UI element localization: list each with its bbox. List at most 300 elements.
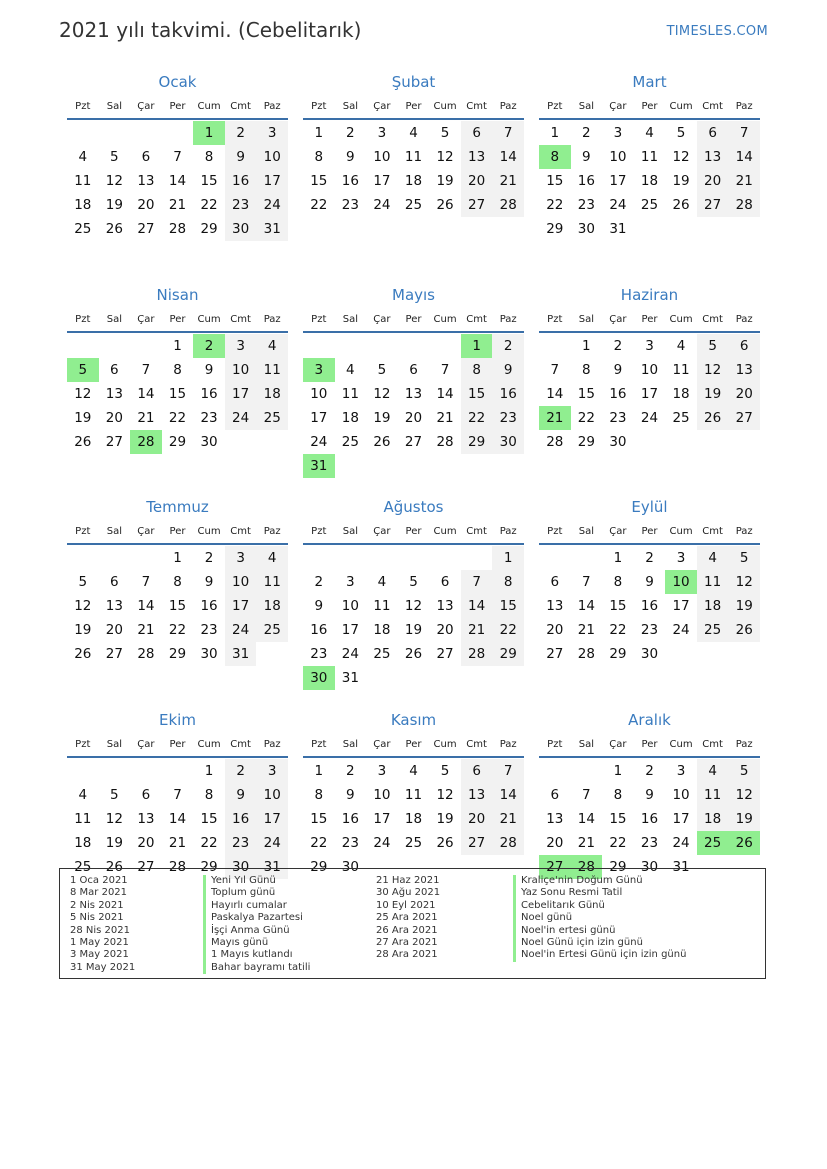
day-cell: 26 (672, 197, 690, 213)
day-cell: 25 (256, 618, 288, 642)
day-cell: 25 (341, 434, 359, 450)
day-cell: 25 (256, 406, 288, 430)
day-cell: 13 (546, 598, 564, 614)
day-cell: 12 (74, 386, 92, 402)
day-cell: 22 (492, 618, 524, 642)
weekday-label: Cmt (702, 101, 723, 112)
day-cell: 23 (341, 197, 359, 213)
weekday-label: Per (641, 101, 658, 112)
day-cell: 31 (672, 859, 690, 875)
weekday-header (67, 96, 288, 120)
weekday-header (539, 734, 760, 758)
day-cell: 7 (492, 121, 524, 145)
day-cell: 16 (310, 622, 328, 638)
weekday-label: Sal (106, 101, 122, 112)
day-cell: 31 (341, 670, 359, 686)
weekday-label: Sal (106, 739, 122, 750)
legend-dates-col-2 (376, 875, 513, 974)
day-cell: 30 (577, 221, 595, 237)
weekday-header (539, 309, 760, 333)
day-cell: 1 (550, 125, 560, 141)
day-cell: 7 (550, 362, 560, 378)
empty-cell (571, 546, 603, 570)
day-cell: 21 (436, 410, 454, 426)
day-cell: 13 (105, 386, 123, 402)
day-cell: 20 (546, 835, 564, 851)
site-link[interactable]: TIMESLES.COM (666, 24, 768, 39)
holiday-day-cell: 21 (539, 406, 571, 430)
day-cell: 7 (173, 149, 182, 165)
day-cell: 5 (676, 125, 686, 141)
day-cell: 12 (436, 787, 454, 803)
day-cell: 6 (141, 149, 151, 165)
day-cell: 18 (404, 811, 423, 827)
weekday-label: Cum (669, 526, 693, 537)
day-cell: 9 (613, 362, 623, 378)
day-cell: 27 (546, 646, 564, 662)
empty-cell (67, 759, 99, 783)
day-cell: 7 (141, 362, 151, 378)
day-cell: 3 (256, 759, 288, 783)
legend-date: 31 May 2021 (70, 961, 136, 973)
day-cell: 7 (461, 570, 493, 594)
legend-date: 28 Ara 2021 (376, 949, 438, 961)
day-cell: 27 (105, 646, 123, 662)
legend-holiday-name: Paskalya Pazartesi (203, 912, 376, 924)
weekday-label: Pzt (547, 314, 563, 325)
weekday-label: Cum (197, 739, 221, 750)
day-cell: 8 (582, 362, 591, 378)
day-cell: 20 (461, 169, 493, 193)
day-cell: 5 (78, 574, 88, 590)
day-cell: 3 (613, 125, 623, 141)
day-cell: 4 (78, 787, 88, 803)
day-cell: 12 (404, 598, 423, 614)
day-cell: 1 (173, 338, 182, 354)
day-cell: 7 (582, 787, 591, 803)
day-cell: 28 (168, 221, 187, 237)
day-cell: 24 (256, 831, 288, 855)
day-cell: 24 (640, 410, 659, 426)
legend-date: 10 Eyl 2021 (376, 899, 436, 911)
month-8 (303, 497, 524, 710)
weekday-label: Cum (433, 314, 457, 325)
day-cell: 18 (672, 386, 690, 402)
day-cell: 5 (440, 125, 450, 141)
legend-date: 8 Mar 2021 (70, 887, 128, 899)
day-cell: 28 (492, 831, 524, 855)
holiday-day-cell: 3 (303, 358, 335, 382)
day-cell: 12 (105, 811, 123, 827)
day-cell: 2 (492, 334, 524, 358)
weekday-label: Sal (578, 739, 594, 750)
weekday-label: Çar (373, 101, 391, 112)
weekday-label: Çar (609, 526, 627, 537)
day-cell: 9 (204, 574, 214, 590)
day-cell: 6 (550, 787, 560, 803)
empty-cell (303, 546, 335, 570)
day-cell: 28 (728, 193, 760, 217)
weekday-label: Sal (342, 314, 358, 325)
empty-cell (162, 759, 194, 783)
day-grid (67, 546, 288, 666)
day-grid (67, 334, 288, 454)
day-cell: 18 (640, 173, 659, 189)
day-cell: 17 (225, 382, 257, 406)
day-cell: 23 (225, 193, 257, 217)
weekday-header (67, 521, 288, 545)
month-6 (539, 285, 760, 497)
day-cell: 26 (697, 406, 729, 430)
month-4 (67, 285, 288, 497)
weekday-label: Pzt (311, 739, 327, 750)
day-cell: 31 (256, 217, 288, 241)
day-cell: 24 (341, 646, 359, 662)
day-cell: 2 (346, 763, 355, 779)
legend-holiday-name: Kraliçe'nin Doğum Günü (513, 875, 763, 887)
day-cell: 4 (676, 338, 686, 354)
day-cell: 30 (640, 646, 659, 662)
weekday-label: Paz (263, 314, 281, 325)
day-grid (303, 121, 524, 217)
day-cell: 2 (582, 125, 591, 141)
legend-date: 30 Ağu 2021 (376, 887, 441, 899)
holiday-day-cell: 30 (303, 666, 335, 690)
day-cell: 21 (577, 835, 595, 851)
day-cell: 13 (404, 386, 423, 402)
day-cell: 17 (672, 811, 690, 827)
holiday-day-cell: 10 (665, 570, 697, 594)
day-cell: 15 (310, 173, 328, 189)
holiday-day-cell: 28 (571, 855, 603, 879)
day-cell: 8 (173, 574, 182, 590)
day-cell: 27 (461, 831, 493, 855)
empty-cell (539, 334, 571, 358)
day-cell: 14 (137, 386, 155, 402)
day-cell: 29 (492, 642, 524, 666)
day-cell: 26 (404, 646, 423, 662)
legend-names-col-1 (203, 875, 376, 974)
day-cell: 10 (225, 570, 257, 594)
empty-cell (99, 334, 131, 358)
weekday-label: Cmt (230, 739, 251, 750)
day-cell: 25 (697, 618, 729, 642)
day-cell: 13 (137, 811, 155, 827)
holiday-day-cell: 25 (697, 831, 729, 855)
day-cell: 11 (256, 358, 288, 382)
weekday-label: Paz (499, 526, 517, 537)
day-grid (303, 334, 524, 478)
empty-cell (539, 759, 571, 783)
day-cell: 10 (373, 787, 391, 803)
weekday-label: Cmt (466, 101, 487, 112)
holiday-day-cell: 1 (461, 334, 493, 358)
day-cell: 16 (200, 386, 218, 402)
day-cell: 16 (341, 811, 359, 827)
day-cell: 25 (672, 410, 690, 426)
empty-cell (99, 546, 131, 570)
legend-holiday-name: Toplum günü (203, 887, 376, 899)
day-cell: 22 (168, 410, 187, 426)
day-cell: 26 (74, 646, 92, 662)
day-cell: 11 (74, 173, 92, 189)
day-cell: 22 (609, 835, 627, 851)
holiday-legend (59, 868, 766, 979)
calendar-grid (67, 72, 763, 923)
day-cell: 13 (137, 173, 155, 189)
day-cell: 25 (74, 859, 92, 875)
legend-holiday-name: Yeni Yıl Günü (203, 875, 376, 887)
day-cell: 11 (74, 811, 92, 827)
day-cell: 28 (492, 193, 524, 217)
empty-cell (67, 334, 99, 358)
day-cell: 5 (377, 362, 387, 378)
day-cell: 5 (728, 546, 760, 570)
month-title: Haziran (620, 286, 679, 304)
day-cell: 24 (672, 622, 690, 638)
weekday-label: Cum (433, 101, 457, 112)
day-cell: 19 (74, 622, 92, 638)
day-cell: 8 (492, 570, 524, 594)
day-cell: 26 (436, 197, 454, 213)
weekday-label: Cmt (466, 314, 487, 325)
day-cell: 9 (225, 145, 257, 169)
day-cell: 21 (168, 197, 187, 213)
weekday-label: Paz (735, 526, 753, 537)
weekday-label: Çar (373, 314, 391, 325)
day-cell: 19 (697, 382, 729, 406)
day-cell: 21 (492, 169, 524, 193)
weekday-label: Sal (106, 526, 122, 537)
day-cell: 14 (137, 598, 155, 614)
empty-cell (303, 334, 335, 358)
day-cell: 11 (256, 570, 288, 594)
weekday-label: Sal (106, 314, 122, 325)
day-cell: 1 (492, 546, 524, 570)
legend-holiday-name: Hayırlı cumalar (203, 900, 376, 912)
day-cell: 18 (74, 197, 92, 213)
day-cell: 3 (676, 763, 686, 779)
day-cell: 24 (373, 197, 391, 213)
legend-holiday-name: Noel Günü için izin günü (513, 937, 763, 949)
legend-date: 26 Ara 2021 (376, 924, 438, 936)
day-cell: 30 (341, 859, 359, 875)
weekday-header (303, 521, 524, 545)
day-cell: 6 (728, 334, 760, 358)
day-cell: 16 (341, 173, 359, 189)
weekday-label: Pzt (547, 739, 563, 750)
day-cell: 9 (582, 149, 591, 165)
weekday-label: Paz (735, 314, 753, 325)
empty-cell (539, 546, 571, 570)
weekday-label: Sal (342, 526, 358, 537)
day-cell: 8 (613, 574, 623, 590)
day-cell: 25 (74, 221, 92, 237)
legend-date: 5 Nis 2021 (70, 912, 124, 924)
weekday-label: Çar (373, 526, 391, 537)
day-cell: 30 (225, 217, 257, 241)
weekday-label: Cum (197, 526, 221, 537)
day-cell: 11 (404, 787, 423, 803)
day-cell: 7 (492, 759, 524, 783)
day-cell: 15 (609, 811, 627, 827)
day-cell: 9 (346, 149, 355, 165)
legend-names-col-2 (513, 875, 763, 974)
day-grid (67, 759, 288, 879)
day-cell: 19 (728, 807, 760, 831)
day-cell: 4 (697, 759, 729, 783)
day-cell: 6 (697, 121, 729, 145)
weekday-label: Pzt (311, 526, 327, 537)
day-cell: 11 (672, 362, 690, 378)
day-cell: 20 (461, 807, 493, 831)
day-cell: 27 (436, 646, 454, 662)
day-cell: 18 (341, 410, 359, 426)
day-cell: 26 (373, 434, 391, 450)
day-cell: 11 (404, 149, 423, 165)
day-cell: 1 (582, 338, 591, 354)
day-cell: 11 (697, 570, 729, 594)
legend-holiday-name: İşçi Anma Günü (203, 925, 376, 937)
day-cell: 24 (609, 197, 627, 213)
empty-cell (571, 759, 603, 783)
day-cell: 19 (436, 811, 454, 827)
weekday-label: Cum (433, 526, 457, 537)
weekday-label: Paz (499, 739, 517, 750)
weekday-label: Çar (137, 314, 155, 325)
day-grid (539, 334, 760, 454)
weekday-label: Pzt (75, 526, 91, 537)
day-cell: 29 (200, 221, 218, 237)
month-title: Mart (632, 73, 667, 91)
legend-holiday-name: Bahar bayramı tatili (203, 962, 376, 974)
day-cell: 15 (200, 173, 218, 189)
day-cell: 2 (225, 759, 257, 783)
day-cell: 18 (256, 382, 288, 406)
weekday-label: Paz (735, 739, 753, 750)
legend-date: 2 Nis 2021 (70, 899, 124, 911)
day-cell: 23 (492, 406, 524, 430)
day-cell: 14 (168, 811, 187, 827)
legend-date: 27 Ara 2021 (376, 937, 438, 949)
weekday-label: Paz (499, 314, 517, 325)
day-cell: 23 (225, 831, 257, 855)
day-cell: 8 (173, 362, 182, 378)
page-title: 2021 yılı takvimi. (Cebelitarık) (59, 18, 362, 42)
day-cell: 2 (613, 338, 623, 354)
weekday-label: Sal (342, 739, 358, 750)
day-cell: 23 (577, 197, 595, 213)
day-cell: 15 (577, 386, 595, 402)
day-cell: 23 (310, 646, 328, 662)
day-cell: 15 (609, 598, 627, 614)
day-cell: 16 (609, 386, 627, 402)
day-cell: 11 (697, 783, 729, 807)
day-cell: 22 (310, 835, 328, 851)
day-cell: 30 (640, 859, 659, 875)
day-cell: 22 (200, 835, 218, 851)
weekday-label: Per (405, 314, 422, 325)
day-cell: 5 (728, 759, 760, 783)
holiday-day-cell: 8 (539, 145, 571, 169)
weekday-label: Pzt (75, 314, 91, 325)
day-cell: 18 (697, 807, 729, 831)
day-cell: 14 (168, 173, 187, 189)
day-cell: 8 (314, 149, 324, 165)
day-cell: 3 (256, 121, 288, 145)
day-cell: 10 (373, 149, 391, 165)
day-cell: 4 (697, 546, 729, 570)
day-cell: 1 (613, 763, 623, 779)
day-cell: 9 (314, 598, 324, 614)
day-cell: 31 (609, 221, 627, 237)
weekday-label: Cum (669, 101, 693, 112)
day-cell: 11 (341, 386, 359, 402)
day-cell: 6 (440, 574, 450, 590)
day-cell: 27 (105, 434, 123, 450)
day-grid (303, 546, 524, 690)
day-cell: 6 (409, 362, 418, 378)
day-cell: 6 (110, 362, 119, 378)
day-cell: 17 (672, 598, 690, 614)
weekday-header (303, 734, 524, 758)
day-cell: 29 (168, 434, 187, 450)
holiday-day-cell: 5 (67, 358, 99, 382)
day-cell: 2 (204, 550, 214, 566)
legend-holiday-name: 1 Mayıs kutlandı (203, 949, 376, 961)
day-cell: 3 (676, 550, 686, 566)
legend-holiday-name: Noel günü (513, 912, 763, 924)
day-cell: 16 (577, 173, 595, 189)
weekday-label: Per (405, 526, 422, 537)
legend-date: 28 Nis 2021 (70, 924, 130, 936)
day-cell: 15 (168, 386, 187, 402)
weekday-label: Cmt (230, 101, 251, 112)
day-cell: 13 (461, 783, 493, 807)
day-cell: 22 (200, 197, 218, 213)
weekday-label: Paz (735, 101, 753, 112)
day-cell: 4 (409, 125, 418, 141)
day-cell: 21 (137, 410, 155, 426)
weekday-label: Per (169, 739, 186, 750)
day-cell: 10 (341, 598, 359, 614)
day-cell: 2 (225, 121, 257, 145)
day-cell: 27 (137, 859, 155, 875)
month-2 (303, 72, 524, 285)
day-cell: 19 (404, 622, 423, 638)
weekday-label: Pzt (311, 101, 327, 112)
day-cell: 27 (461, 193, 493, 217)
day-cell: 3 (346, 574, 355, 590)
month-title: Ocak (158, 73, 197, 91)
day-cell: 26 (74, 434, 92, 450)
day-cell: 15 (461, 382, 493, 406)
weekday-label: Pzt (75, 739, 91, 750)
day-cell: 14 (546, 386, 564, 402)
day-cell: 9 (492, 358, 524, 382)
day-cell: 29 (461, 430, 493, 454)
day-cell: 15 (310, 811, 328, 827)
empty-cell (162, 121, 194, 145)
empty-cell (130, 546, 162, 570)
day-cell: 9 (346, 787, 355, 803)
day-cell: 13 (697, 145, 729, 169)
empty-cell (99, 121, 131, 145)
day-cell: 5 (440, 763, 450, 779)
day-cell: 10 (256, 783, 288, 807)
day-cell: 19 (728, 594, 760, 618)
legend-holiday-name: Mayıs günü (203, 937, 376, 949)
